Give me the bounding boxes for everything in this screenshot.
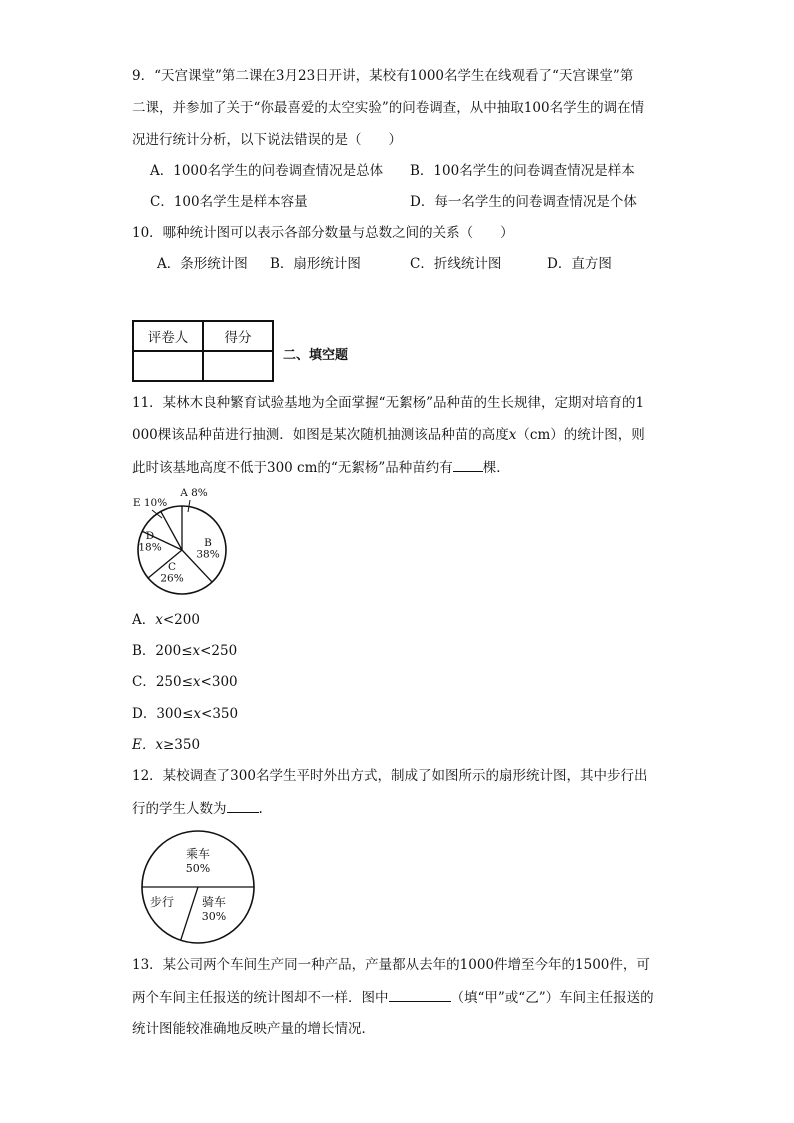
q11-option-b-var: x (192, 643, 201, 659)
q11-option-b-post: <250 (200, 643, 238, 659)
reviewer-cell (133, 351, 203, 381)
pie1-label-C: C 26% (160, 561, 184, 585)
score-cell (203, 351, 273, 381)
q11-line2-text-a: 000棵该品种苗进行抽测．如图是某次随机抽测该品种苗的高度 (132, 427, 509, 443)
q10-line1: 10．哪种统计图可以表示各部分数量与总数之间的关系（ ） (132, 225, 514, 241)
pie1-label-B: B 38% (196, 537, 220, 561)
q12-line2-text-a: 行的学生人数为 (132, 801, 227, 817)
q9-line2: 二课，并参加了关于“你最喜爱的太空实验”的问卷调查，从中抽取100名学生的调在情 (132, 100, 645, 116)
q11-line3 (132, 457, 510, 478)
q11-option-c (132, 672, 238, 692)
q12-line2 (132, 798, 263, 819)
q13-line2-text-b: （填“甲”或“乙”）车间主任报送的 (450, 990, 654, 1006)
q9-option-d: D．每一名学生的问卷调查情况是个体 (410, 194, 637, 210)
score-table (132, 320, 274, 382)
q13-line1: 13．某公司两个车间生产同一种产品，产量都从去年的1000件增至今年的1500件，可 (132, 957, 650, 973)
q11-line2 (132, 425, 645, 445)
q11-option-d-var: x (193, 706, 202, 722)
pie1-slice-A-edge (161, 511, 182, 550)
q10-option-b: B．扇形统计图 (270, 256, 361, 272)
q11-line3-text-b: 棵． (482, 460, 510, 476)
q12-line1: 12．某校调查了300名学生平时外出方式，制成了如图所示的扇形统计图，其中步行出 (132, 768, 648, 784)
q11-answer-blank[interactable] (453, 457, 483, 472)
pie1-label-D: D 18% (138, 530, 162, 554)
pie1-label-A: A 8% (180, 487, 208, 499)
q11-option-e (132, 735, 200, 755)
pie2-label-骑车: 骑车 30% (201, 895, 227, 923)
q11-option-c-var: x (192, 674, 201, 690)
q11-option-a-post: <200 (162, 612, 200, 628)
q9-line1: 9．“天宫课堂”第二课在3月23日开讲，某校有1000名学生在线观看了“天宫课堂”第 (132, 68, 634, 84)
q11-option-e-pre: E． (132, 737, 156, 753)
q11-option-d-post: <350 (201, 706, 239, 722)
q13-answer-blank[interactable] (389, 987, 451, 1002)
q11-option-b (132, 641, 237, 661)
q11-option-d (132, 704, 238, 724)
q11-option-d-pre: D．300≤ (132, 706, 194, 722)
q12-line2-text-b: . (258, 801, 263, 817)
q11-line3-text-a: 此时该基地高度不低于300 cm的“无絮杨”品种苗约有 (132, 460, 453, 476)
q9-option-a: A．1000名学生的问卷调查情况是总体 (150, 163, 384, 179)
q11-line2-text-b: （cm）的统计图，则 (516, 427, 645, 443)
pie1-label-E: E 10% (132, 497, 168, 509)
pie2-label-步行: 步行 (149, 895, 175, 909)
pie2-slice-骑车-edge (181, 887, 198, 940)
q9-option-c: C．100名学生是样本容量 (150, 194, 308, 210)
q11-option-e-var: x (155, 737, 163, 753)
q11-option-c-pre: C．250≤ (132, 674, 193, 690)
q11-option-a-pre: A． (132, 612, 156, 628)
q9-line3: 况进行统计分析，以下说法错误的是（ ） (132, 132, 402, 148)
q10-option-c: C．折线统计图 (410, 256, 502, 272)
q12-answer-blank[interactable] (227, 798, 259, 813)
q10-option-a: A．条形统计图 (157, 256, 248, 272)
q13-line2-text-a: 两个车间主任报送的统计图却不一样．图中 (132, 990, 389, 1006)
q11-option-a-var: x (155, 612, 163, 628)
q11-option-a (132, 610, 200, 630)
q13-line3: 统计图能较准确地反映产量的增长情况． (132, 1021, 375, 1037)
q11-line2-var: x (508, 427, 517, 443)
reviewer-header: 评卷人 (133, 321, 203, 351)
score-header: 得分 (203, 321, 273, 351)
travel-pie-chart (132, 830, 266, 946)
pie2-label-乘车: 乘车 50% (185, 847, 211, 875)
q11-option-c-post: <300 (200, 674, 238, 690)
q10-option-d: D．直方图 (547, 256, 612, 272)
q11-option-b-pre: B．200≤ (132, 643, 193, 659)
q11-option-e-post: ≥350 (162, 737, 201, 753)
q9-option-b: B．100名学生的问卷调查情况是样本 (410, 163, 635, 179)
height-pie-chart (128, 480, 238, 598)
q13-line2 (132, 987, 654, 1008)
q11-line1: 11．某林木良种繁育试验基地为全面掌握“无絮杨”品种苗的生长规律，定期对培育的1 (132, 395, 645, 411)
section-title: 二、填空题 (283, 348, 349, 363)
